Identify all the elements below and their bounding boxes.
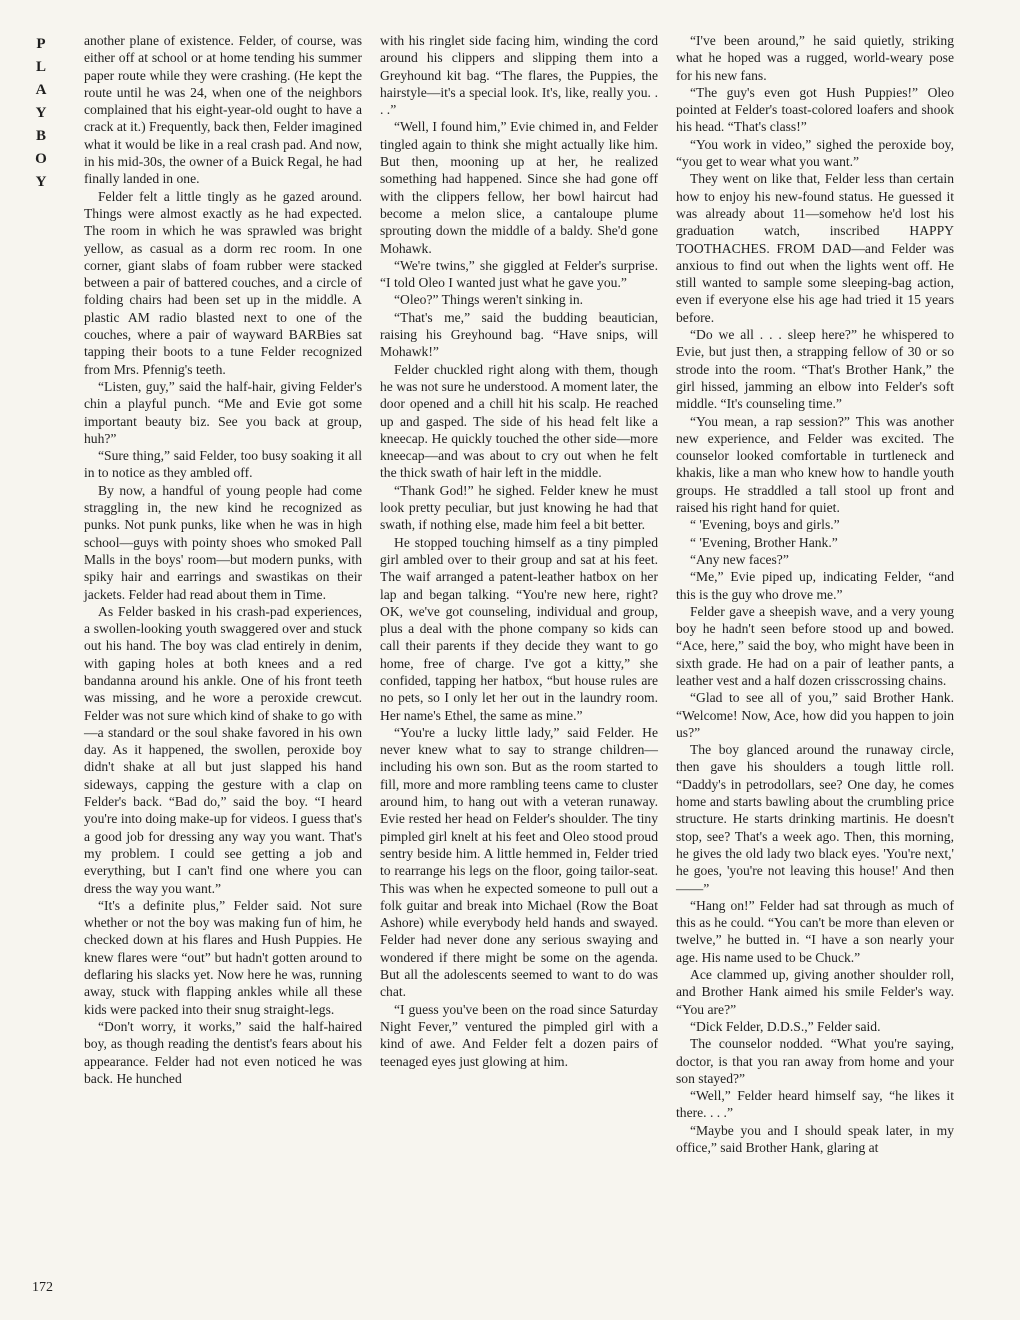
paragraph: Ace clammed up, giving another shoulder roll, and Brother Hank aimed his smile Felder's way. “You are?” bbox=[676, 967, 954, 1017]
paragraph: “Well,” Felder heard himself say, “he likes it there. . . .” bbox=[676, 1088, 954, 1121]
paragraph: The boy glanced around the runaway circle, then gave his shoulders a tough little roll. “Daddy's in petrodollars, see? One day, he comes home and starts bawling about the crumbling price structure. He starts drinking martinis. He doesn't stop, see? That's a week ago. Then, this morning, he gives the old lady two black eyes. 'You're next,' he goes, 'you're not leaving this house!' And then——” bbox=[676, 742, 954, 896]
running-head-letter: L bbox=[35, 59, 46, 75]
paragraph: By now, a handful of young people had come straggling in, the new kind he recognized as punks. Not punk punks, like when he was in high school—guys with pointy shoes who smoked Pall Malls in the boys' room—but modern punks, with spiky hair and earrings and swastikas on their jackets. Felder had read about them in Time. bbox=[84, 482, 362, 602]
paragraph: “Maybe you and I should speak later, in my office,” said Brother Hank, glaring at bbox=[676, 1122, 954, 1155]
paragraph: “The guy's even got Hush Puppies!” Oleo pointed at Felder's toast-colored loafers and shook his head. “That's class!” bbox=[676, 84, 954, 135]
paragraph: Felder felt a little tingly as he gazed around. Things were almost exactly as he had expected. The room in which he was sprawled was bright yellow, as casual as a dorm rec room. In one corner, giant slabs of foam rubber were stacked between a pair of battered couches, and a circle of folding chairs had been set up in the middle. A plastic AM radio blasted next to one of the couches, where a pair of wayward BARBies sat tapping their boots to a tune Felder recognized from Mrs. Pfennig's teeth. bbox=[84, 188, 362, 377]
paragraph: “You work in video,” sighed the peroxide boy, “you get to wear what you want.” bbox=[676, 136, 954, 170]
paragraph: “Dick Felder, D.D.S.,” Felder said. bbox=[690, 1018, 881, 1034]
running-head-letter: P bbox=[36, 36, 46, 52]
paragraph: He stopped touching himself as a tiny pimpled girl ambled over to their group and sat at his feet. The waif arranged a patent-leather hatbox on her lap and began talking. “You're new here, right? OK, we've got counseling, individual and group, plus a deal with the phone company so kids can call their parents if they decide they want to go home, free of charge. I've got a kitty,” she confided, tapping her hatbox, “but house rules are no pets, so I only let her out in the laundry room. Her name's Ethel, the same as mine.” bbox=[380, 534, 658, 723]
paragraph: “ 'Evening, Brother Hank.” bbox=[690, 534, 838, 550]
paragraph: “Any new faces?” bbox=[690, 551, 789, 567]
paragraph: “Me,” Evie piped up, indicating Felder, “and this is the guy who drove me.” bbox=[676, 569, 954, 602]
running-head-letter: B bbox=[35, 128, 46, 144]
paragraph: “You mean, a rap session?” This was another new experience, and Felder was excited. The counselor looked comfortable in turtleneck and khakis, like a man who knew how to handle youth groups. He straddled a tall stool up front and raised his right hand for quiet. bbox=[676, 413, 954, 516]
paragraph: another plane of existence. Felder, of course, was either off at school or at home tending his summer paper route while they were crashing. (He kept the route until he was 24, when one of the neighbors complained that his eight-year-old ought to have a crack at it.) Frequently, back then, Felder imagined what it would be like in a real crash pad. And now, in his mid-30s, the owner of a Buick Regal, he had finally landed in one. bbox=[84, 33, 362, 187]
paragraph: “Don't worry, it works,” said the half-haired boy, as though reading the dentist's fears about his appearance. Felder had not even noticed he was back. He hunched bbox=[84, 1018, 362, 1086]
paragraph: “ 'Evening, boys and girls.” bbox=[690, 517, 840, 533]
paragraph: “Sure thing,” said Felder, too busy soaking it all in to notice as they ambled off. bbox=[84, 448, 362, 481]
paragraph: “We're twins,” she giggled at Felder's surprise. “I told Oleo I wanted just what he gave you.” bbox=[380, 257, 658, 291]
paragraph: As Felder basked in his crash-pad experiences, a swollen-looking youth swaggered over and stuck out his hand. The boy was clad entirely in denim, with gaping holes at both knees and a red bandanna around his ankle. One of his front teeth was missing, and he wore a peroxide crewcut. Felder was not sure which kind of shake to go with—a standard or the soul shake favored in his own day. As it happened, the swollen, peroxide boy didn't shake at all but just slapped his hand sideways, capping the gesture with a clap on Felder's back. “Bad do,” said the boy. “I heard you're into doing make-up for videos. I guess that's a good job for dressing any way you want. That's my problem. I could see getting a job and everything, but I can't find one where you can dress the way you want.” bbox=[84, 603, 362, 896]
paragraph: “Hang on!” Felder had sat through as much of this as he could. “You can't be more than eleven or twelve,” he butted in. “I have a son nearly your age. His name used to be Chuck.” bbox=[676, 897, 954, 965]
paragraph: “It's a definite plus,” Felder said. Not sure whether or not the boy was making fun of him, he checked down at his flares and Hush Puppies. He knew flares were “out” but hadn't gotten around to deflaring his slacks yet. Now here he was, running away, stuck with flapping ankles while all these kids were packed into their snug straight-legs. bbox=[84, 897, 362, 1017]
paragraph: “Thank God!” he sighed. Felder knew he must look pretty peculiar, but just knowing he had that swath, if nothing else, made him feel a bit better. bbox=[380, 482, 658, 533]
text-column-3 bbox=[676, 32, 954, 1156]
paragraph: They went on like that, Felder less than certain how to enjoy his new-found status. He guessed it was already about 11—somehow he'd lost his graduation watch, inscribed HAPPY TOOTHACHES. FROM DAD—and Felder was anxious to find out when the lights went off. He still wanted to sample some sleeping-bag action, even if everyone else his age had tried it 15 years before. bbox=[676, 171, 954, 325]
paragraph: “Well, I found him,” Evie chimed in, and Felder tingled again to think she might actually like him. But then, mooning up at her, he realized something had happened. Since she had gone off with the clippers fellow, her bowl haircut had become a melon slice, a cantaloupe plume sprouting down the middle of a baldy. She'd gone Mohawk. bbox=[380, 119, 658, 256]
paragraph: “That's me,” said the budding beautician, raising his Greyhound bag. “Have snips, will Mohawk!” bbox=[380, 309, 658, 360]
paragraph: The counselor nodded. “What you're saying, doctor, is that you ran away from home and your son stayed?” bbox=[676, 1036, 954, 1086]
text-column-2 bbox=[380, 32, 658, 1070]
running-head-letter: A bbox=[35, 82, 47, 98]
paragraph: “Oleo?” Things weren't sinking in. bbox=[394, 292, 584, 308]
paragraph: with his ringlet side facing him, winding the cord around his clippers and slipping them into a Greyhound kit bag. “The flares, the Puppies, the hairstyle—it's a special look. It's, like, really you. . . .” bbox=[380, 33, 658, 118]
paragraph: “I've been around,” he said quietly, striking what he hoped was a rugged, world-weary pose for his new fans. bbox=[676, 33, 954, 83]
running-head-letter: Y bbox=[35, 174, 47, 190]
paragraph: “Listen, guy,” said the half-hair, giving Felder's chin a playful punch. “Me and Evie got some important beauty biz. See you back at group, huh?” bbox=[84, 378, 362, 446]
paragraph: “You're a lucky little lady,” said Felder. He never knew what to say to strange children—including his own son. But as the room started to fill, more and more rambling teens came to cluster around him, to hang out with a veteran runaway. Evie rested her head on Felder's shoulder. The tiny pimpled girl knelt at his feet and Oleo stood proud sentry beside him. A little hemmed in, Felder tried to rearrange his legs on the floor, going tailor-seat. This was when he expected someone to pull out a folk guitar and break into Michael (Row the Boat Ashore) while everybody held hands and swayed. Felder had never done any serious swaying and wondered if there might be some on the agenda. But all the adolescents seemed to want to do was chat. bbox=[380, 724, 658, 1000]
running-head bbox=[30, 36, 52, 197]
paragraph: “Glad to see all of you,” said Brother Hank. “Welcome! Now, Ace, how did you happen to join us?” bbox=[676, 690, 954, 740]
page-number: 172 bbox=[32, 1280, 53, 1295]
text-column-1 bbox=[84, 32, 362, 1087]
paragraph: “Do we all . . . sleep here?” he whispered to Evie, but just then, a strapping fellow of 30 or so strode into the room. “That's Brother Hank,” the girl hissed, jamming an elbow into Felder's soft middle. “It's counseling time.” bbox=[676, 327, 954, 412]
running-head-letter: Y bbox=[35, 105, 47, 121]
paragraph: Felder chuckled right along with them, though he was not sure he understood. A moment later, the door opened and a chill hit his scalp. He reached up and gasped. The side of his head felt like a kneecap. He quickly touched the other side—more kneecap—and was about to cry out when he felt the thick swath of hair left in the middle. bbox=[380, 361, 658, 481]
running-head-letter: O bbox=[35, 151, 47, 167]
paragraph: “I guess you've been on the road since Saturday Night Fever,” ventured the pimpled girl with a kind of awe. And Felder felt a dozen pairs of teenaged eyes just glowing at him. bbox=[380, 1001, 658, 1069]
paragraph: Felder gave a sheepish wave, and a very young boy he hadn't seen before stood up and bowed. “Ace, here,” said the boy, who might have been in sixth grade. He had on a pair of leather pants, a leather vest and a half dozen crisscrossing chains. bbox=[676, 603, 954, 688]
